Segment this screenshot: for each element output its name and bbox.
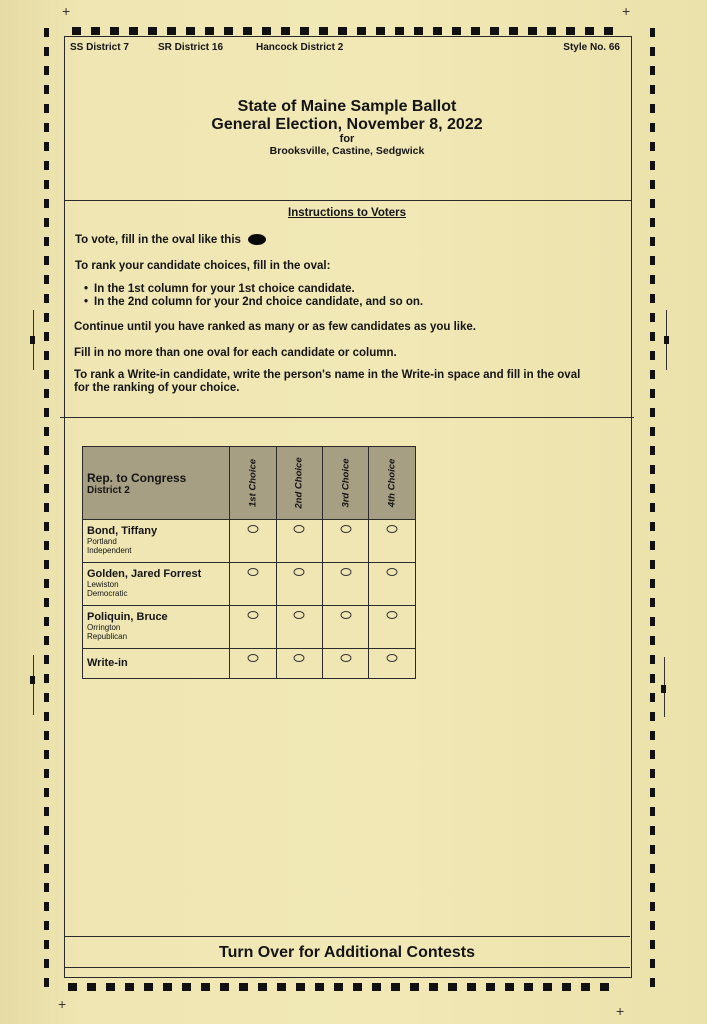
timing-mark xyxy=(44,408,49,417)
timing-mark xyxy=(471,27,480,35)
turn-over-notice: Turn Over for Additional Contests xyxy=(218,944,475,961)
candidate-party: Independent xyxy=(87,546,132,555)
timing-mark xyxy=(205,27,214,35)
timing-mark xyxy=(44,522,49,531)
timing-mark xyxy=(505,983,514,991)
timing-mark xyxy=(44,769,49,778)
timing-mark xyxy=(650,104,655,113)
timing-mark xyxy=(338,27,347,35)
timing-mark xyxy=(44,465,49,474)
instruction-one-oval: Fill in no more than one oval for each candidate or column. xyxy=(74,347,397,359)
sr-district: SR District 16 xyxy=(158,42,224,53)
timing-mark xyxy=(224,27,233,35)
timing-mark xyxy=(650,199,655,208)
candidate-row xyxy=(83,563,416,606)
timing-mark xyxy=(650,484,655,493)
timing-mark xyxy=(44,617,49,626)
filled-oval-example-icon xyxy=(248,234,266,245)
timing-mark xyxy=(44,66,49,75)
timing-mark xyxy=(650,446,655,455)
timing-mark xyxy=(452,27,461,35)
instruction-writein-2: for the ranking of your choice. xyxy=(74,382,240,394)
timing-mark xyxy=(650,332,655,341)
rank-oval-2nd[interactable] xyxy=(294,568,305,576)
timing-mark xyxy=(44,560,49,569)
choice-label-4: 4th Choice xyxy=(386,458,398,508)
timing-mark xyxy=(547,27,556,35)
choice-header-1 xyxy=(230,447,276,520)
timing-mark xyxy=(319,27,328,35)
timing-mark xyxy=(650,256,655,265)
timing-mark xyxy=(44,123,49,132)
rank-oval-4th[interactable] xyxy=(387,568,398,576)
timing-mark xyxy=(650,370,655,379)
timing-mark xyxy=(650,921,655,930)
title-line-3: for xyxy=(339,133,355,145)
timing-mark xyxy=(44,845,49,854)
candidate-party: Democratic xyxy=(87,589,128,598)
instructions-divider xyxy=(60,417,634,418)
timing-mark xyxy=(490,27,499,35)
timing-mark xyxy=(148,27,157,35)
timing-mark xyxy=(44,85,49,94)
timing-mark xyxy=(486,983,495,991)
timing-mark xyxy=(44,826,49,835)
timing-mark xyxy=(44,370,49,379)
timing-mark xyxy=(44,199,49,208)
timing-mark xyxy=(129,27,138,35)
choice-header-3 xyxy=(323,447,369,520)
rank-oval-2nd[interactable] xyxy=(294,654,305,662)
timing-mark xyxy=(44,636,49,645)
timing-mark xyxy=(44,864,49,873)
candidate-cell xyxy=(83,606,230,649)
timing-mark xyxy=(353,983,362,991)
rank-cell xyxy=(276,520,322,563)
title-divider xyxy=(64,200,631,201)
timing-mark xyxy=(44,959,49,968)
registration-mark-top-left: + xyxy=(62,3,71,19)
timing-mark xyxy=(562,983,571,991)
timing-mark xyxy=(600,983,609,991)
rank-oval-4th[interactable] xyxy=(387,654,398,662)
contest-table xyxy=(82,446,416,679)
timing-mark xyxy=(650,465,655,474)
timing-mark xyxy=(44,47,49,56)
timing-mark xyxy=(163,983,172,991)
rank-oval-4th[interactable] xyxy=(387,611,398,619)
timing-mark xyxy=(87,983,96,991)
timing-mark xyxy=(650,845,655,854)
candidate-name: Poliquin, Bruce xyxy=(87,611,168,623)
rank-cell xyxy=(230,520,276,563)
timing-mark xyxy=(650,978,655,987)
timing-mark xyxy=(650,47,655,56)
choice-label-3: 3rd Choice xyxy=(340,458,352,508)
timing-mark xyxy=(448,983,457,991)
rank-cell xyxy=(323,649,369,679)
timing-mark xyxy=(239,983,248,991)
rank-cell xyxy=(230,649,276,679)
timing-mark xyxy=(357,27,366,35)
timing-mark xyxy=(44,313,49,322)
right-alignment-mark-upper xyxy=(664,336,669,344)
timing-mark xyxy=(650,294,655,303)
timing-mark xyxy=(44,750,49,759)
timing-mark xyxy=(44,218,49,227)
rank-oval-1st[interactable] xyxy=(247,525,258,533)
rank-cell xyxy=(323,563,369,606)
timing-mark xyxy=(650,598,655,607)
instruction-vote-text: To vote, fill in the oval like this xyxy=(75,234,241,246)
timing-mark xyxy=(125,983,134,991)
timing-mark xyxy=(650,313,655,322)
rank-oval-1st[interactable] xyxy=(247,654,258,662)
timing-mark xyxy=(650,807,655,816)
timing-mark xyxy=(44,427,49,436)
timing-mark xyxy=(433,27,442,35)
rank-cell xyxy=(230,606,276,649)
hancock-district: Hancock District 2 xyxy=(256,42,344,53)
choice-header-2 xyxy=(276,447,322,520)
candidate-row xyxy=(83,520,416,563)
timing-mark xyxy=(650,389,655,398)
timing-mark xyxy=(72,27,81,35)
rank-oval-3rd[interactable] xyxy=(340,654,351,662)
timing-mark xyxy=(650,161,655,170)
timing-mark xyxy=(44,902,49,911)
instruction-bullet-1: • In the 1st column for your 1st choice candidate. xyxy=(84,283,423,296)
timing-mark xyxy=(524,983,533,991)
timing-mark xyxy=(414,27,423,35)
rank-cell xyxy=(276,649,322,679)
timing-mark xyxy=(243,27,252,35)
timing-mark xyxy=(44,598,49,607)
timing-mark xyxy=(44,940,49,949)
candidate-name: Golden, Jared Forrest xyxy=(87,568,202,580)
timing-mark xyxy=(44,731,49,740)
timing-mark xyxy=(376,27,385,35)
timing-mark xyxy=(315,983,324,991)
timing-mark xyxy=(543,983,552,991)
rank-cell xyxy=(369,520,416,563)
timing-mark xyxy=(650,788,655,797)
timing-mark xyxy=(300,27,309,35)
rank-cell xyxy=(369,563,416,606)
timing-mark xyxy=(650,769,655,778)
timing-mark xyxy=(650,180,655,189)
timing-mark xyxy=(277,983,286,991)
timing-mark xyxy=(44,332,49,341)
title-line-2: General Election, November 8, 2022 xyxy=(211,116,483,133)
timing-mark xyxy=(410,983,419,991)
registration-mark-bottom-left: + xyxy=(58,996,67,1012)
timing-mark xyxy=(467,983,476,991)
timing-mark xyxy=(650,712,655,721)
candidate-town: Lewiston xyxy=(87,580,119,589)
choice-label-2: 2nd Choice xyxy=(293,457,305,509)
timing-mark xyxy=(44,788,49,797)
rank-cell xyxy=(276,563,322,606)
timing-mark xyxy=(566,27,575,35)
timing-mark xyxy=(201,983,210,991)
rank-cell xyxy=(323,520,369,563)
timing-mark xyxy=(650,408,655,417)
timing-mark xyxy=(44,921,49,930)
timing-mark xyxy=(44,655,49,664)
choice-label-1: 1st Choice xyxy=(247,458,259,508)
instruction-writein-1: To rank a Write-in candidate, write the person's name in the Write-in space and fill in the oval xyxy=(74,369,581,381)
timing-mark xyxy=(144,983,153,991)
instruction-continue: Continue until you have ranked as many or as few candidates as you like. xyxy=(74,321,476,333)
contest-header-row xyxy=(83,447,416,520)
timing-mark xyxy=(604,27,613,35)
timing-mark xyxy=(650,579,655,588)
timing-mark xyxy=(44,180,49,189)
office-district: District 2 xyxy=(87,484,130,496)
office-title: Rep. to Congress xyxy=(87,470,187,485)
timing-mark xyxy=(650,864,655,873)
timing-mark xyxy=(186,27,195,35)
writein-row xyxy=(83,649,416,679)
rank-oval-1st[interactable] xyxy=(247,611,258,619)
left-alignment-mark-lower xyxy=(30,676,35,684)
timing-mark xyxy=(44,28,49,37)
timing-mark xyxy=(509,27,518,35)
timing-mark xyxy=(44,807,49,816)
timing-mark xyxy=(258,983,267,991)
timing-mark xyxy=(650,503,655,512)
timing-mark xyxy=(44,503,49,512)
instructions-heading: Instructions to Voters xyxy=(288,207,406,219)
timing-mark xyxy=(429,983,438,991)
timing-mark xyxy=(281,27,290,35)
timing-mark xyxy=(650,85,655,94)
timing-mark xyxy=(262,27,271,35)
style-number: Style No. 66 xyxy=(563,42,620,53)
timing-mark xyxy=(44,674,49,683)
timing-mark xyxy=(44,161,49,170)
timing-mark xyxy=(585,27,594,35)
timing-mark xyxy=(372,983,381,991)
rank-cell xyxy=(230,563,276,606)
rank-oval-2nd[interactable] xyxy=(294,611,305,619)
timing-mark xyxy=(650,617,655,626)
timing-mark xyxy=(44,389,49,398)
candidate-cell xyxy=(83,563,230,606)
rank-cell xyxy=(369,606,416,649)
timing-mark xyxy=(650,636,655,645)
timing-mark xyxy=(44,712,49,721)
timing-mark xyxy=(650,351,655,360)
rank-cell xyxy=(369,649,416,679)
timing-mark xyxy=(44,883,49,892)
timing-mark xyxy=(44,484,49,493)
timing-mark xyxy=(650,560,655,569)
timing-mark xyxy=(167,27,176,35)
timing-mark xyxy=(650,28,655,37)
rank-oval-1st[interactable] xyxy=(247,568,258,576)
instruction-bullets xyxy=(84,283,423,309)
candidate-town: Portland xyxy=(87,537,117,546)
timing-mark xyxy=(44,294,49,303)
candidate-row xyxy=(83,606,416,649)
timing-mark xyxy=(182,983,191,991)
timing-mark xyxy=(110,27,119,35)
title-line-4: Brooksville, Castine, Sedgwick xyxy=(269,145,425,157)
rank-oval-3rd[interactable] xyxy=(340,525,351,533)
timing-mark xyxy=(650,940,655,949)
instruction-bullet-2: • In the 2nd column for your 2nd choice candidate, and so on. xyxy=(84,296,423,309)
timing-mark xyxy=(650,66,655,75)
writein-label: Write-in xyxy=(87,657,128,669)
top-timing-marks xyxy=(72,27,623,35)
timing-mark xyxy=(44,579,49,588)
timing-mark xyxy=(44,142,49,151)
title-line-1: State of Maine Sample Ballot xyxy=(237,98,457,115)
timing-mark xyxy=(395,27,404,35)
timing-mark xyxy=(44,351,49,360)
timing-mark xyxy=(650,902,655,911)
timing-mark xyxy=(650,750,655,759)
left-timing-marks xyxy=(44,28,49,997)
candidate-name: Bond, Tiffany xyxy=(87,525,158,537)
timing-mark xyxy=(650,959,655,968)
timing-mark xyxy=(296,983,305,991)
timing-mark xyxy=(106,983,115,991)
ss-district: SS District 7 xyxy=(70,42,129,53)
candidate-cell xyxy=(83,520,230,563)
timing-mark xyxy=(44,978,49,987)
writein-cell[interactable] xyxy=(83,649,230,679)
timing-mark xyxy=(44,256,49,265)
rank-oval-2nd[interactable] xyxy=(294,525,305,533)
timing-mark xyxy=(334,983,343,991)
timing-mark xyxy=(650,655,655,664)
bottom-timing-marks xyxy=(68,983,619,991)
rank-oval-4th[interactable] xyxy=(387,525,398,533)
timing-mark xyxy=(650,674,655,683)
rank-oval-3rd[interactable] xyxy=(340,568,351,576)
timing-mark xyxy=(44,104,49,113)
timing-mark xyxy=(528,27,537,35)
timing-mark xyxy=(650,123,655,132)
ballot-title xyxy=(64,98,630,158)
timing-mark xyxy=(91,27,100,35)
rank-cell xyxy=(323,606,369,649)
rank-cell xyxy=(276,606,322,649)
timing-mark xyxy=(650,826,655,835)
timing-mark xyxy=(650,142,655,151)
timing-mark xyxy=(650,237,655,246)
choice-header-4 xyxy=(369,447,416,520)
timing-mark xyxy=(650,693,655,702)
timing-mark xyxy=(581,983,590,991)
left-alignment-mark-upper xyxy=(30,336,35,344)
timing-mark xyxy=(44,275,49,284)
timing-mark xyxy=(650,731,655,740)
timing-mark xyxy=(220,983,229,991)
candidate-town: Orrington xyxy=(87,623,121,632)
timing-mark xyxy=(650,275,655,284)
office-header xyxy=(83,447,230,520)
right-timing-marks xyxy=(650,28,655,997)
timing-mark xyxy=(44,237,49,246)
timing-mark xyxy=(650,218,655,227)
left-alignment-line-lower xyxy=(33,655,34,715)
timing-mark xyxy=(650,522,655,531)
timing-mark xyxy=(650,883,655,892)
timing-mark xyxy=(44,693,49,702)
registration-mark-top-right: + xyxy=(622,3,631,19)
timing-mark xyxy=(391,983,400,991)
registration-mark-bottom-right: + xyxy=(616,1003,625,1019)
right-alignment-mark-lower xyxy=(661,685,666,693)
timing-mark xyxy=(68,983,77,991)
instruction-rank: To rank your candidate choices, fill in the oval: xyxy=(75,260,331,272)
timing-mark xyxy=(650,427,655,436)
timing-mark xyxy=(44,446,49,455)
timing-mark xyxy=(650,541,655,550)
instruction-vote xyxy=(75,234,266,246)
timing-mark xyxy=(44,541,49,550)
rank-oval-3rd[interactable] xyxy=(340,611,351,619)
candidate-party: Republican xyxy=(87,632,128,641)
